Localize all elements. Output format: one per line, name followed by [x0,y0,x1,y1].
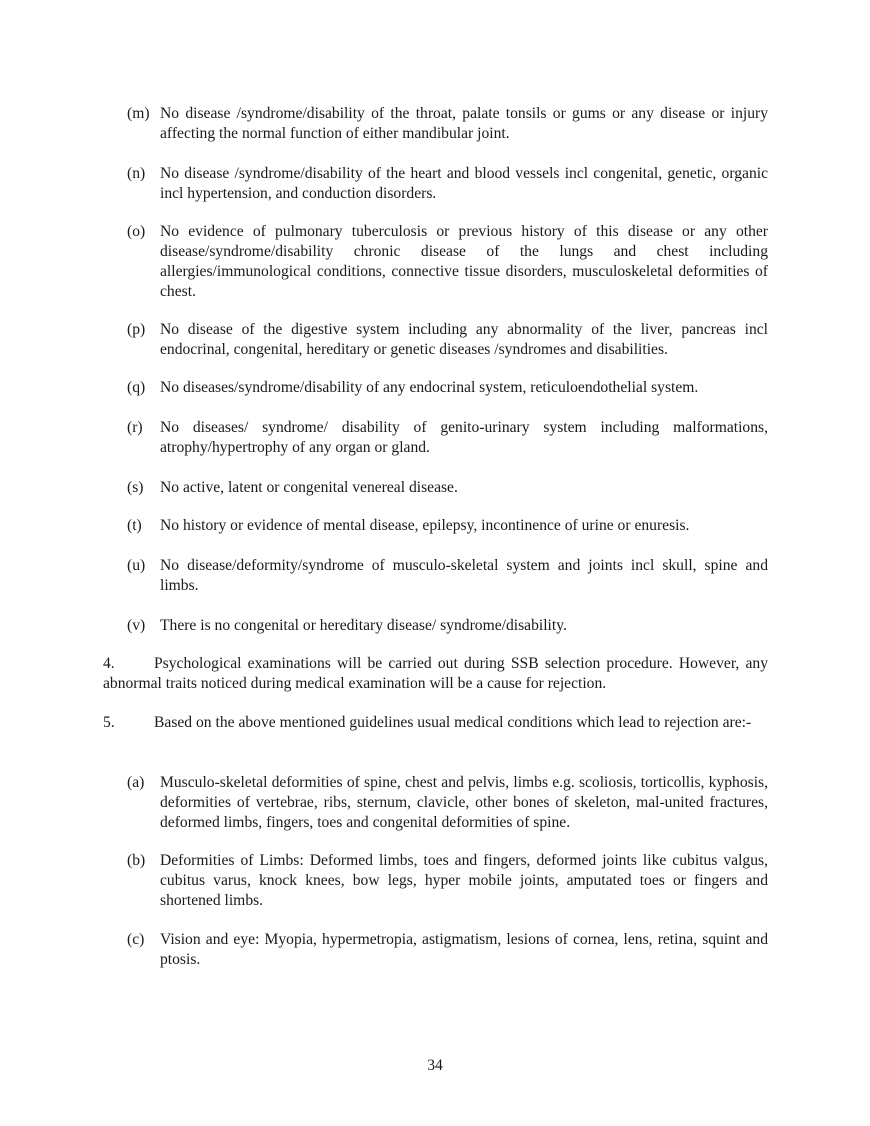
item-text: No diseases/syndrome/disability of any endocrinal system, reticuloendothelial system. [160,379,699,396]
requirement-item-u [127,556,768,596]
requirement-item-p [127,320,768,360]
requirement-item-r [127,418,768,458]
requirement-item-s [127,478,768,498]
requirement-item-t [127,516,768,536]
requirement-item-v [127,616,768,636]
item-label: (m) [127,105,150,122]
item-text: Deformities of Limbs: Deformed limbs, toes and fingers, deformed joints like cubitus valgus, cubitus varus, knock knees, bow legs, hyper mobile joints, amputated toes or fingers and shortened limbs. [160,852,768,909]
paragraph-text: Based on the above mentioned guidelines usual medical conditions which lead to rejection are:- [154,714,752,731]
item-label: (a) [127,774,145,791]
item-label: (t) [127,517,142,534]
item-label: (s) [127,479,144,496]
item-text: No disease /syndrome/disability of the heart and blood vessels incl congenital, genetic, organic incl hypertension, and conduction disorders. [160,165,768,202]
item-text: No evidence of pulmonary tuberculosis or previous history of this disease or any other disease/syndrome/disability chronic disease of the lungs and chest including allergies/immunological conditions, connective tissue disorders, musculoskeletal deformities of chest. [160,223,768,300]
item-label: (c) [127,931,145,948]
paragraph-5 [103,713,768,733]
item-label: (q) [127,379,146,396]
item-text: Vision and eye: Myopia, hypermetropia, astigmatism, lesions of cornea, lens, retina, squint and ptosis. [160,931,768,968]
item-label: (o) [127,223,146,240]
item-text: No disease /syndrome/disability of the throat, palate tonsils or gums or any disease or injury affecting the normal function of either mandibular joint. [160,105,768,142]
item-label: (p) [127,321,146,338]
rejection-item-b [127,851,768,911]
paragraph-text: Psychological examinations will be carried out during SSB selection procedure. However, any abnormal traits noticed during medical examination will be a cause for rejection. [103,655,768,692]
requirement-item-o [127,222,768,302]
rejection-item-a [127,773,768,833]
item-text: No disease/deformity/syndrome of musculo-skeletal system and joints incl skull, spine and limbs. [160,557,768,594]
item-text: There is no congenital or hereditary disease/ syndrome/disability. [160,617,567,634]
item-text: No diseases/ syndrome/ disability of genito-urinary system including malformations, atrophy/hypertrophy of any organ or gland. [160,419,768,456]
item-label: (u) [127,557,146,574]
item-text: Musculo-skeletal deformities of spine, chest and pelvis, limbs e.g. scoliosis, torticollis, kyphosis, deformities of vertebrae, ribs, sternum, clavicle, other bones of skeleton, mal-united fractures, deformed limbs, fingers, toes and congenital deformities of spine. [160,774,768,831]
item-label: (v) [127,617,146,634]
item-label: (n) [127,165,146,182]
page-number: 34 [427,1057,443,1074]
paragraph-4 [103,654,768,694]
rejection-item-c [127,930,768,970]
requirement-item-n [127,164,768,204]
paragraph-number: 4. [103,655,115,672]
requirement-item-q [127,378,768,398]
item-label: (r) [127,419,143,436]
item-label: (b) [127,852,146,869]
paragraph-number: 5. [103,714,115,731]
item-text: No active, latent or congenital venereal disease. [160,479,458,496]
item-text: No disease of the digestive system including any abnormality of the liver, pancreas incl endocrinal, congenital, hereditary or genetic diseases /syndromes and disabilities. [160,321,768,358]
requirement-item-m [127,104,768,144]
item-text: No history or evidence of mental disease, epilepsy, incontinence of urine or enuresis. [160,517,690,534]
